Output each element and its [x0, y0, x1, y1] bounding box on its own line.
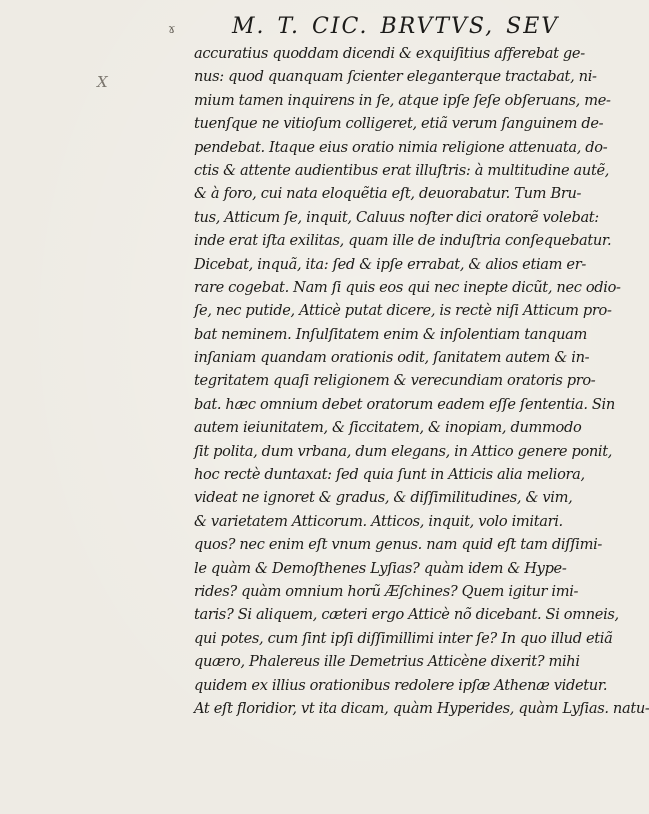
margin-mark-corner: ɤ: [168, 22, 176, 37]
text-line: ſit polita, dum vrbana, dum elegans, in Attico genere ponit,: [194, 442, 613, 460]
text-line: ctis & attente audientibus erat illuſtris: à multitudine autẽ,: [194, 161, 610, 179]
text-line: hoc rectè duntaxat: ſed quia ſunt in Atticis alia meliora,: [194, 466, 585, 484]
text-line: inde erat iſta exilitas, quam ille de induſtria conſequebatur.: [194, 232, 612, 250]
text-line: tuenſque ne vitioſum colligeret, etiã verum ſanguinem de-: [194, 115, 604, 133]
text-line: rare cogebat. Nam ſi quis eos qui nec inepte dicũt, nec odio-: [194, 278, 621, 296]
text-line: autem ieiunitatem, & ſiccitatem, & inopiam, dummodo: [194, 419, 582, 437]
text-line: quos? nec enim eſt vnum genus. nam quid eſt tam diſſimi-: [194, 536, 602, 554]
text-line: inſaniam quandam orationis odit, ſanitatem autem & in-: [194, 349, 590, 367]
text-line: At eſt floridior, vt ita dicam, quàm Hyperides, quàm Lyſias. natu-: [194, 699, 649, 717]
text-line: & à foro, cui nata eloquẽtia eſt, deuorabatur. Tum Bru-: [194, 185, 582, 203]
text-line: bat. hæc omnium debet oratorum eadem eſſe ſententia. Sin: [194, 395, 615, 413]
text-line: taris? Si aliquem, cæteri ergo Atticè nõ dicebant. Si omneis,: [194, 606, 619, 624]
text-line: tus, Atticum ſe, inquit, Caluus noſter dici oratorẽ volebat:: [194, 208, 599, 226]
text-line: pendebat. Itaque eius oratio nimia religione attenuata, do-: [194, 138, 608, 156]
text-line: tegritatem quaſi religionem & verecundiam oratoris pro-: [194, 372, 596, 390]
margin-mark-x: X: [97, 73, 108, 91]
text-line: & varietatem Atticorum. Atticos, inquit, volo imitari.: [194, 512, 563, 530]
text-line: bat neminem. Inſulſitatem enim & inſolentiam tanquam: [194, 325, 588, 343]
text-line: qui potes, cum ſint ipſi diſſimillimi inter ſe? In quo illud etiã: [194, 629, 613, 647]
body-text: [194, 42, 649, 720]
text-line: quidem ex illius orationibus redolere ipſæ Athenæ videtur.: [194, 676, 608, 694]
text-line: le quàm & Demoſthenes Lyſias? quàm idem & Hype-: [194, 559, 567, 577]
text-line: quæro, Phalereus ille Demetrius Atticène dixerit? mihi: [194, 653, 580, 671]
text-line: rides? quàm omnium horũ Æſchines? Quem igitur imi-: [194, 582, 579, 600]
text-line: ſe, nec putide, Atticè putat dicere, is rectè niſi Atticum pro-: [194, 302, 612, 320]
text-line: nus: quod quanquam ſcienter eleganterque tractabat, ni-: [194, 68, 597, 86]
text-line: Dicebat, inquã, ita: ſed & ipſe errabat, & alios etiam er-: [194, 255, 586, 273]
text-line: accuratius quoddam dicendi & exquiſitius afferebat ge-: [194, 45, 585, 62]
text-line: mium tamen inquirens in ſe, atque ipſe ſeſe obſeruans, me-: [194, 91, 611, 109]
text-line: videat ne ignoret & gradus, & diſſimilitudines, & vim,: [194, 489, 573, 507]
running-head: M. T. CIC. BRVTVS, SEV: [232, 14, 560, 39]
